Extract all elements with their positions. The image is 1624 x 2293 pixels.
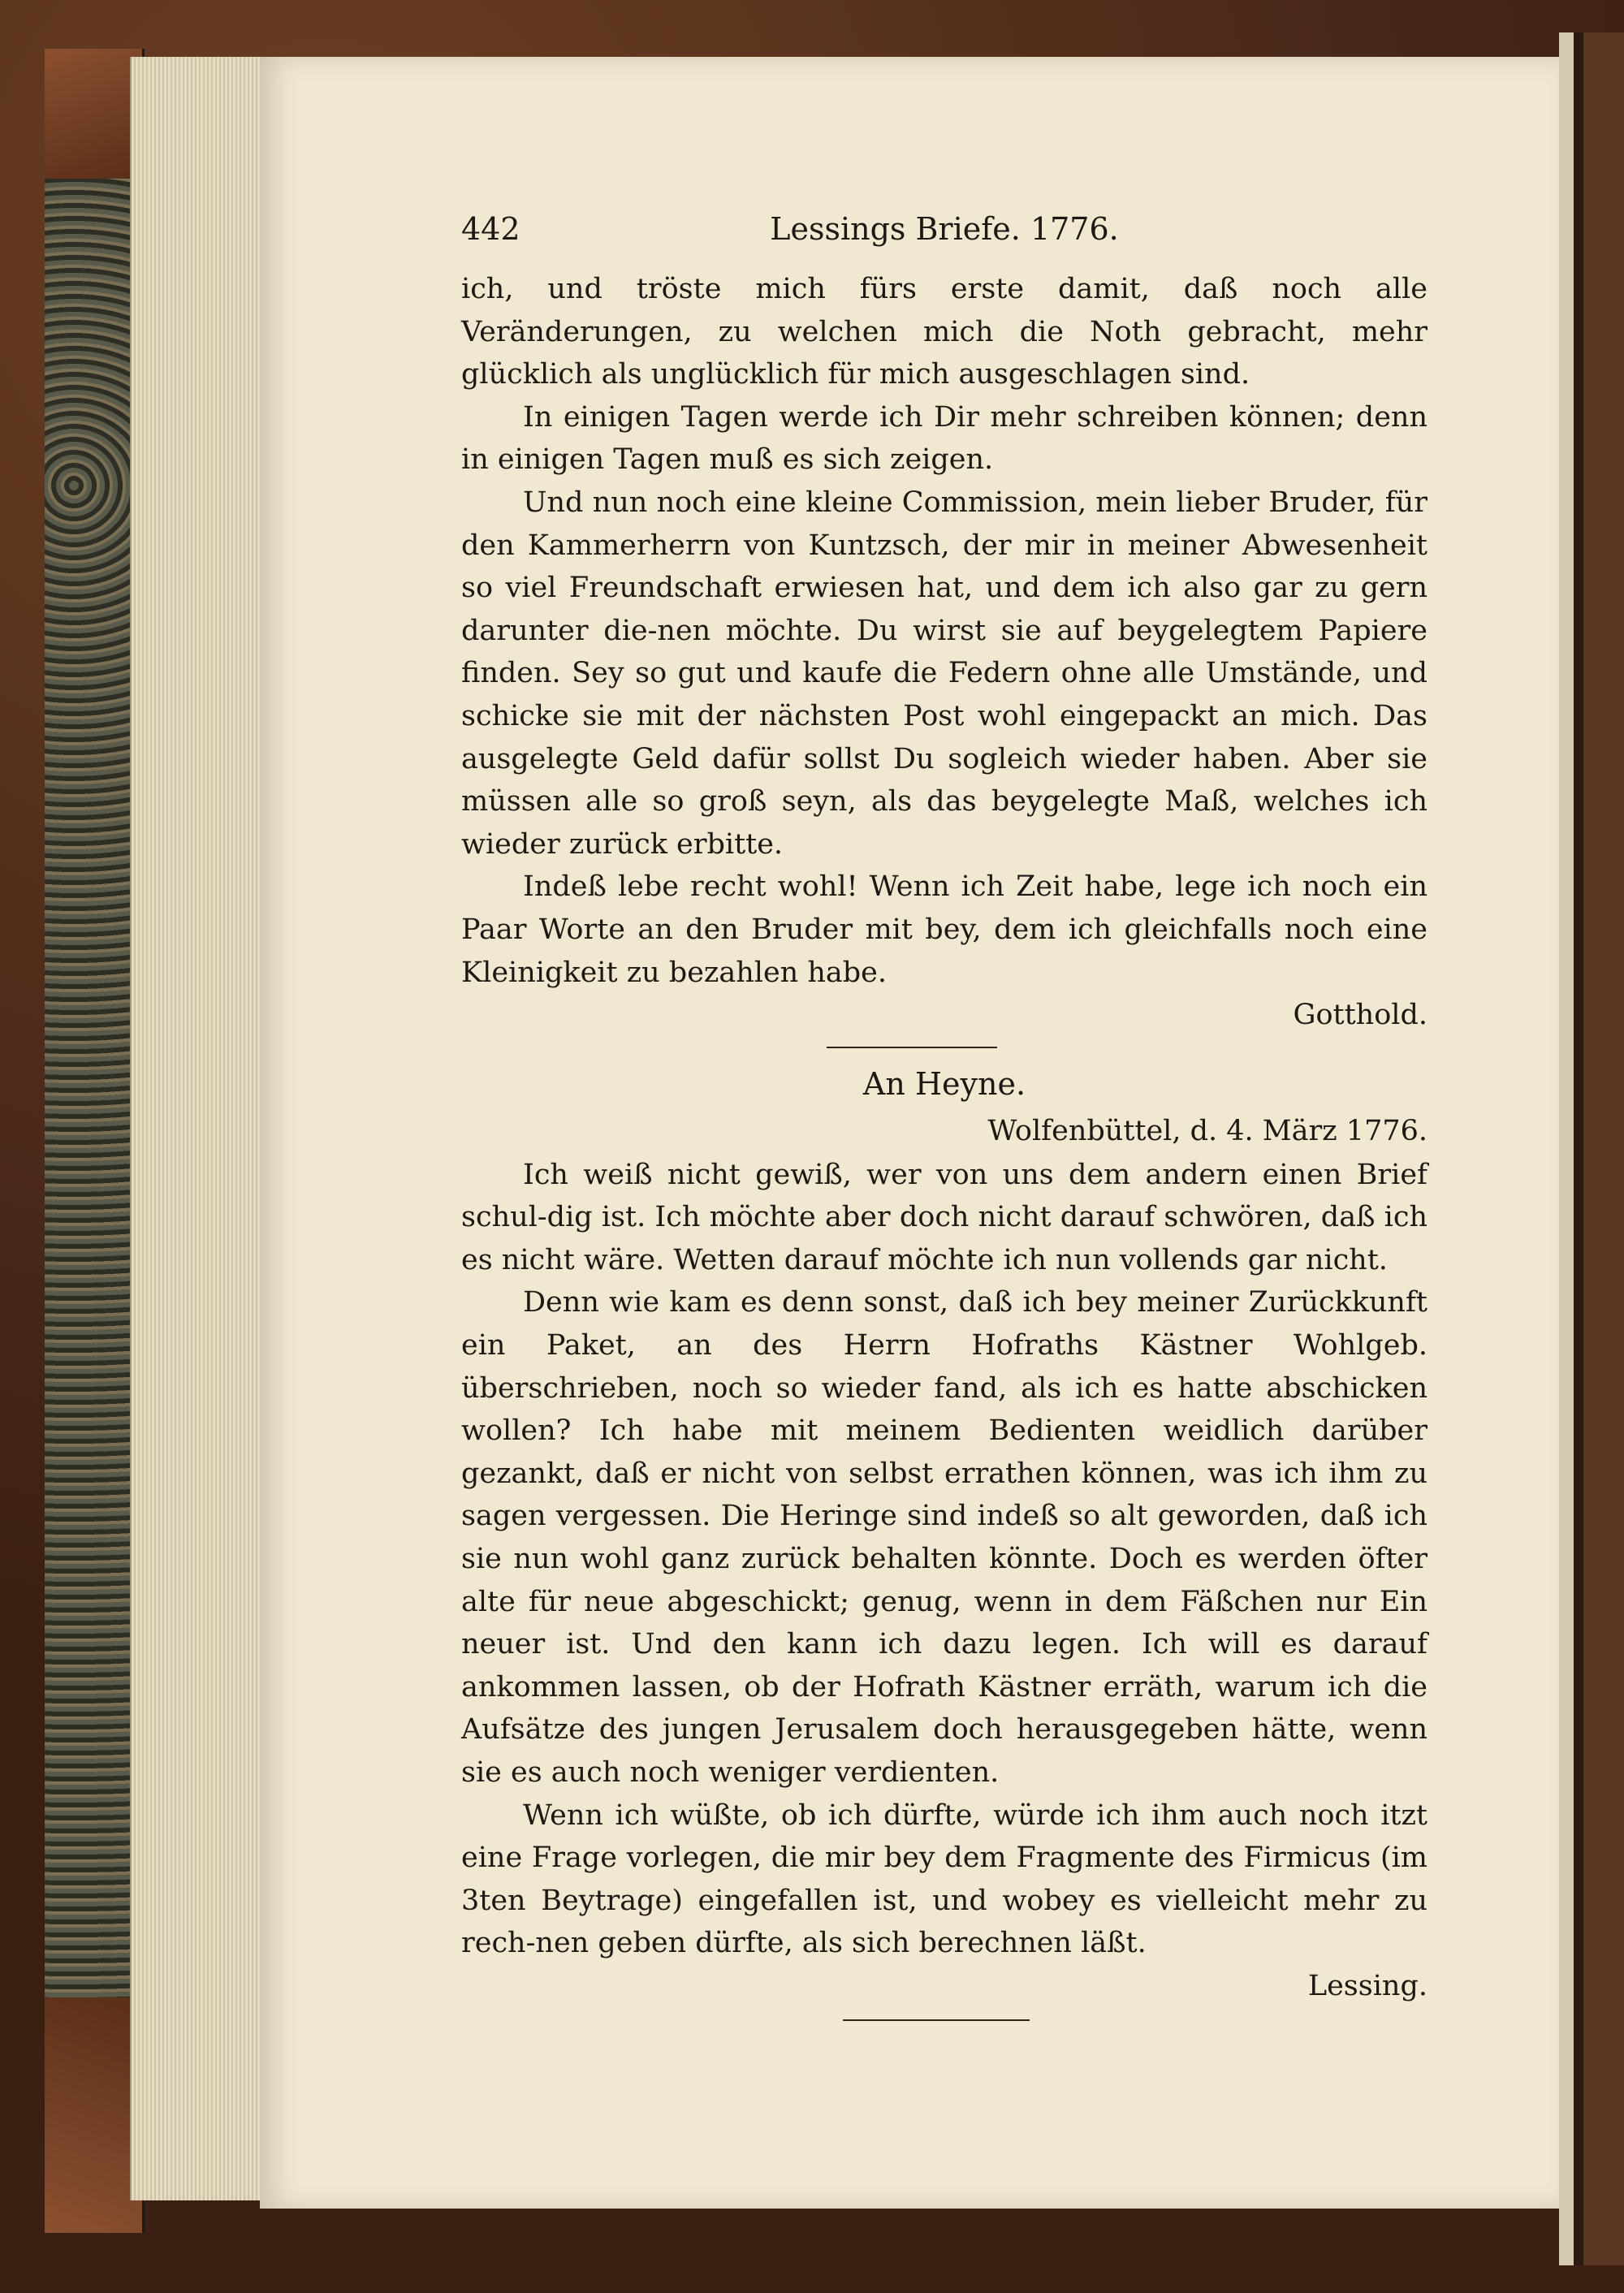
letter1-paragraph-4: Indeß lebe recht wohl! Wenn ich Zeit habe, lege ich noch ein Paar Worte an den Bruder mit bey, dem ich gleichfalls noch eine Kleinigkeit zu bezahlen habe. (461, 870, 1427, 989)
letter2-signature: Lessing. (1307, 1969, 1427, 2002)
letter1-signature: Gotthold. (1293, 999, 1427, 1032)
page-number: 442 (461, 211, 520, 247)
running-title: Lessings Briefe. 1776. (770, 211, 1119, 247)
letter2-paragraph-1: Ich weiß nicht gewiß, wer von uns dem andern einen Brief schul-dig ist. Ich möchte aber doch nicht darauf schwören, daß ich es nicht wäre. Wetten darauf möchte ich nun vollends gar nicht. (461, 1158, 1427, 1276)
page-header (461, 203, 1427, 268)
letter2-title: An Heyne. (862, 1065, 1026, 1102)
book-corner-bottom (45, 1997, 142, 2233)
letter1-paragraph-1: ich, und tröste mich fürs erste damit, daß noch alle Veränderungen, zu welchen mich die Noth gebracht, mehr glücklich als unglücklich für mich ausgeschlagen sind. (461, 273, 1427, 391)
letter1-paragraph-2: In einigen Tagen werde ich Dir mehr schreiben können; denn in einigen Tagen muß es sich zeigen. (461, 400, 1427, 477)
end-divider (843, 2019, 1030, 2021)
next-page-edge (1559, 32, 1624, 2265)
section-divider (827, 1047, 997, 1048)
letter2-paragraph-3: Wenn ich wüßte, ob ich dürfte, würde ich ihm auch noch itzt eine Frage vorlegen, die mir bey dem Fragmente des Firmicus (im 3ten Beytrage) eingefallen ist, und wobey es vielleicht mehr zu rech-nen geben dürfte, als sich berechnen läßt. (461, 1799, 1427, 1960)
page-edges (130, 57, 261, 2200)
page-content (461, 203, 1427, 2032)
letter2-paragraph-2: Denn wie kam es denn sonst, daß ich bey meiner Zurückkunft ein Paket, an des Herrn Hofraths Kästner Wohlgeb. überschrieben, noch so wieder fand, als ich es hatte abschicken wollen? Ich habe mit meinem Bedienten weidlich darüber gezankt, daß er nicht von selbst errathen können, was ich ihm zu sagen vergessen. Die Heringe sind indeß so alt geworden, daß ich sie nun wohl ganz zurück behalten könnte. Doch es werden öfter alte für neue abgeschickt; genug, wenn in dem Fäßchen nur Ein neuer ist. Und den kann ich dazu legen. Ich will es darauf ankommen lassen, ob der Hofrath Kästner erräth, warum ich die Aufsätze des jungen Jerusalem doch herausgegeben hätte, wenn sie es auch noch weniger verdienten. (461, 1286, 1427, 1789)
letter2-dateline: Wolfenbüttel, d. 4. März 1776. (987, 1114, 1427, 1147)
letter1-paragraph-3: Und nun noch eine kleine Commission, mein lieber Bruder, für den Kammerherrn von Kuntzsch, der mir in meiner Abwesenheit so viel Freundschaft erwiesen hat, und dem ich also gar zu gern darunter die-nen möchte. Du wirst sie auf beygelegtem Papiere finden. Sey so gut und kaufe die Federn ohne alle Umstände, und schicke sie mit der nächsten Post wohl eingepackt an mich. Das ausgelegte Geld dafür sollst Du sogleich wieder haben. Aber sie müssen alle so groß seyn, als das beygelegte Maß, welches ich wieder zurück erbitte. (461, 486, 1427, 861)
book-corner-top (45, 49, 142, 179)
